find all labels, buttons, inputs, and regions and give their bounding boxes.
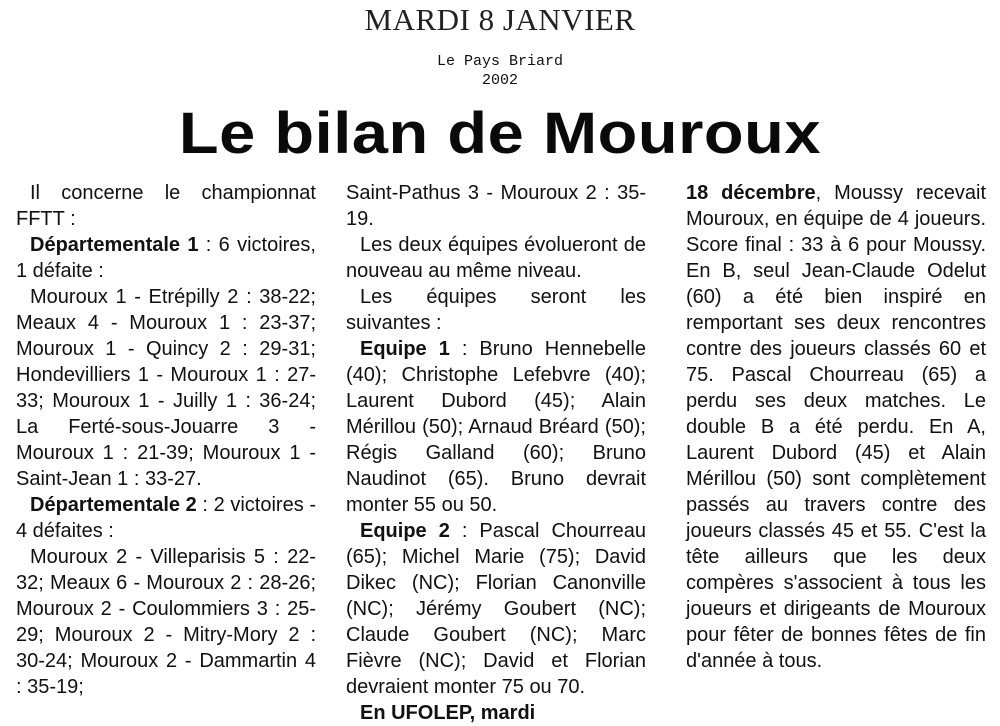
paragraph-lead: Equipe 1 [360,338,450,360]
paragraph-text: : 2 victoires - 4 défaites : [16,494,316,542]
newspaper-name: Le Pays Briard [436,53,564,70]
dateline: MARDI 8 JANVIER [364,2,636,37]
paragraph-text: Les deux équipes évolueront de nouveau au même niveau. [346,234,646,282]
paragraph-text: Il concerne le championnat FFTT : [16,182,316,230]
paragraph-lead: Départementale 2 [30,494,197,516]
article-paragraph [346,336,646,518]
paragraph-lead: Equipe 2 [360,520,450,542]
article-column-1 [16,180,316,700]
article-paragraph [16,180,316,232]
article-paragraph [16,232,316,284]
paragraph-text: Mouroux 2 - Villeparisis 5 : 22-32; Meaux 6 - Mouroux 2 : 28-26; Mouroux 2 - Coulommiers 3 : 25-29; Mouroux 2 - Mitry-Mory 2 : 30-24; Mouroux 2 - Dammartin 4 : 35-19; [16,546,316,698]
article-paragraph [346,284,646,336]
paragraph-text: Saint-Pathus 3 - Mouroux 2 : 35-19. [346,182,646,230]
paragraph-text: : 6 victoires, 1 défaite : [16,234,316,282]
paragraph-lead: 18 décembre [686,182,816,204]
paragraph-text: Mouroux 1 - Etrépilly 2 : 38-22; Meaux 4 - Mouroux 1 : 23-37; Mouroux 1 - Quincy 2 : 29-31; Hondevilliers 1 - Mouroux 1 : 27-33; Mouroux 1 - Juilly 1 : 36-24; La Ferté-sous-Jouarre 3 - Mouroux 1 : 21-39; Mouroux 1 - Saint-Jean 1 : 33-27. [16,286,316,490]
article-paragraph [16,492,316,544]
source-block [0,52,1000,90]
paragraph-lead: Départementale 1 [30,234,199,256]
article-paragraph [686,180,986,674]
article-paragraph [346,700,646,726]
paragraph-text: Les équipes seront les suivantes : [346,286,646,334]
article-paragraph [346,180,646,232]
publication-year: 2002 [481,72,518,89]
paragraph-text: , Moussy recevait Mouroux, en équipe de 4 joueurs. Score final : 33 à 6 pour Moussy. En B, seul Jean-Claude Odelut (60) a été bien inspiré en remportant ses deux rencontres contre des joueurs classés 60 et 75. Pascal Chourreau (65) a perdu ses deux matches. Le double B a été perdu. En A, Laurent Dubord (45) et Alain Mérillou (50) sont complètement passés au travers contre des joueurs classés 45 et 55. C'est la tête ailleurs que les deux compères s'associent à tous les joueurs et dirigeants de Mouroux pour fêter de bonnes fêtes de fin d'année à tous. [686,182,987,672]
article-column-2 [346,180,646,726]
article-paragraph [346,518,646,700]
article-paragraph [346,232,646,284]
article-paragraph [16,284,316,492]
article-paragraph [16,544,316,700]
article-headline: Le bilan de Mouroux [178,101,822,166]
paragraph-lead: En UFOLEP, mardi [360,702,536,724]
paragraph-text: : Bruno Hennebelle (40); Christophe Lefebvre (40); Laurent Dubord (45); Alain Mérillou (50); Arnaud Bréard (50); Régis Galland (60); Bruno Naudinot (65). Bruno devrait monter 55 ou 50. [346,338,646,516]
paragraph-text: : Pascal Chourreau (65); Michel Marie (75); David Dikec (NC); Florian Canonville (NC); Jérémy Goubert (NC); Claude Goubert (NC); Marc Fièvre (NC); David et Florian devraient monter 75 ou 70. [346,520,646,698]
article-column-3 [686,180,986,674]
